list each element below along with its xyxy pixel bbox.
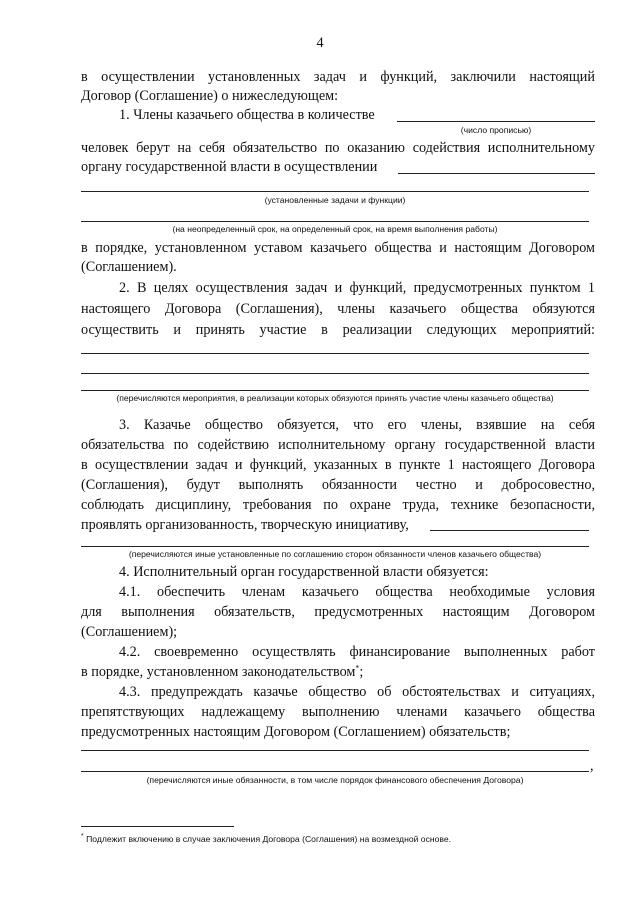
text-line: настоящего Договора (Соглашения), члены казачьего общества обязуются — [81, 301, 595, 317]
text-line: 2. В целях осуществления задач и функций, предусмотренных пунктом 1 — [119, 280, 595, 296]
text-line: соблюдать дисциплину, требования по охране труда, технике безопасности, — [81, 497, 595, 513]
blank-line — [81, 221, 589, 222]
text-line: 4.2. своевременно осуществлять финансирование выполненных работ — [119, 644, 595, 660]
blank-line — [81, 546, 589, 547]
field-caption: (перечисляются иные установленные по соглашению сторон обязанности членов казачьего общества) — [128, 549, 542, 559]
footnote-marker: * — [355, 663, 360, 673]
text-line: обязательства по содействию исполнительному органу государственной власти — [81, 437, 595, 453]
text-line: человек берут на себя обязательство по оказанию содействия исполнительному — [81, 140, 595, 156]
text-line: для выполнения обязательств, предусмотренных настоящим Договором — [81, 604, 595, 620]
text-line: в порядке, установленном уставом казачьего общества и настоящим Договором — [81, 240, 595, 256]
text-line: препятствующих надлежащему выполнению членами казачьего общества — [81, 704, 595, 720]
text-line: 4.1. обеспечить членам казачьего общества необходимые условия — [119, 584, 595, 600]
text-line: 1. Члены казачьего общества в количестве — [119, 107, 375, 123]
field-caption: (число прописью) — [460, 125, 532, 135]
blank-line — [81, 390, 589, 391]
text-fragment: ; — [359, 664, 364, 680]
text-line: органу государственной власти в осуществлении — [81, 159, 378, 175]
text-line: в осуществлении установленных задач и функций, заключили настоящий — [81, 69, 595, 85]
footnote-separator — [81, 826, 234, 827]
field-caption: (перечисляются мероприятия, в реализации которых обязуются принять участие члены казачьего общества) — [116, 393, 554, 403]
text-line: предусмотренных настоящим Договором (Соглашением) обязательств; — [81, 724, 511, 740]
field-caption: (установленные задачи и функции) — [264, 195, 406, 205]
text-line: проявлять организованность, творческую инициативу, — [81, 517, 409, 533]
field-caption: (перечисляются иные обязанности, в том числе порядок финансового обеспечения Договора) — [146, 775, 524, 785]
footnote-marker: * — [81, 833, 84, 841]
blank-line — [81, 373, 589, 374]
blank-line — [430, 530, 589, 531]
page-number: 4 — [316, 35, 324, 51]
text-line: (Соглашением). — [81, 259, 177, 275]
blank-line — [81, 191, 589, 192]
text-line: в осуществлении задач и функций, указанных в пункте 1 настоящего Договора — [81, 457, 595, 473]
text-line: 3. Казачье общество обязуется, что его члены, взявшие на себя — [119, 417, 595, 433]
text-line: 4.3. предупреждать казачье общество об обстоятельствах и ситуациях, — [119, 684, 595, 700]
blank-line — [398, 173, 595, 174]
blank-line — [81, 353, 589, 354]
text-line — [81, 663, 363, 682]
blank-line — [81, 771, 589, 772]
text-line: осуществить и принять участие в реализации следующих мероприятий: — [81, 322, 595, 338]
text-line: (Соглашения), будут выполнять обязанности честно и добросовестно, — [81, 477, 595, 493]
text-line: (Соглашением); — [81, 624, 178, 640]
text-fragment: Подлежит включению в случае заключения Договора (Соглашения) на возмездной основе. — [86, 834, 452, 844]
text-line: 4. Исполнительный орган государственной власти обязуется: — [119, 564, 489, 580]
blank-line — [397, 121, 595, 122]
text-fragment: в порядке, установленном законодательством — [81, 664, 356, 680]
blank-line — [81, 750, 589, 751]
text-line: , — [590, 758, 594, 774]
footnote-text — [81, 834, 451, 845]
field-caption: (на неопределенный срок, на определенный срок, на время выполнения работы) — [172, 224, 498, 234]
text-line: Договор (Соглашение) о нижеследующем: — [81, 88, 339, 104]
